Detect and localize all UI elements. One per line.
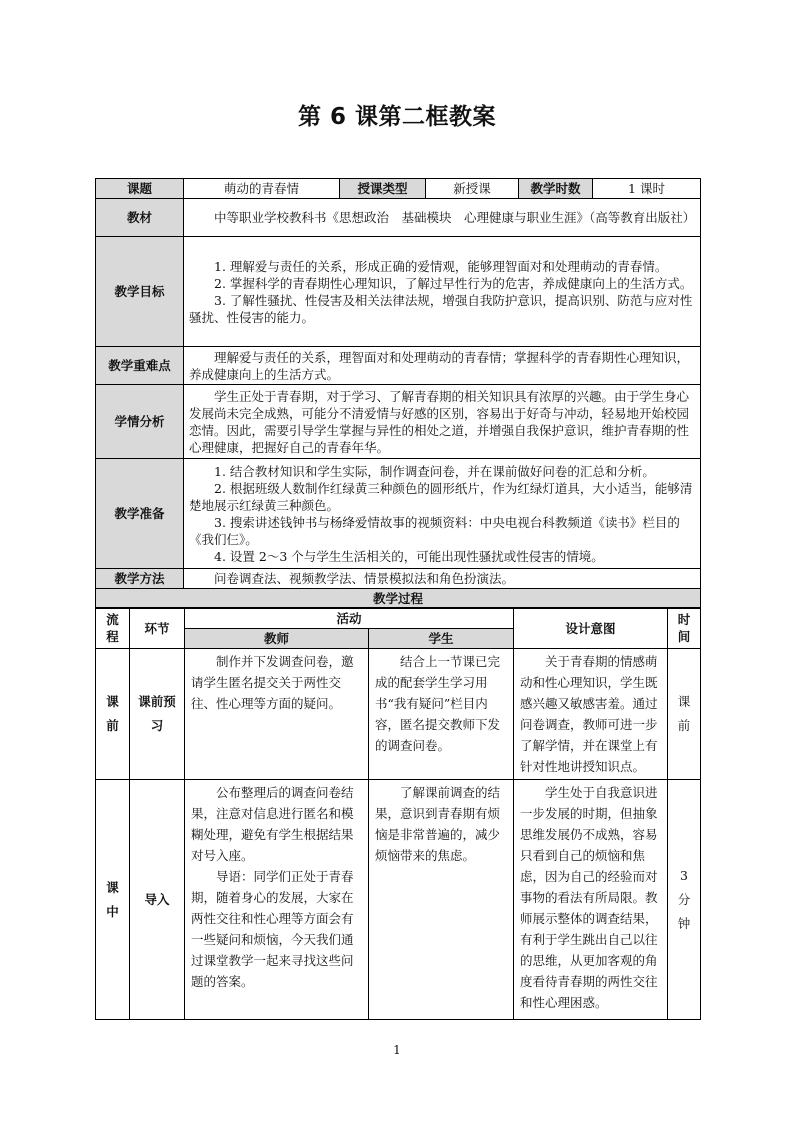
teacher-activity-text: 制作并下发调查问卷，邀请学生匿名提交关于两性交往、性心理等方面的疑问。 [191, 654, 354, 711]
header-step: 环节 [130, 608, 185, 649]
teacher-activity-text: 公布整理后的调查问卷结果，注意对信息进行匿名和模糊处理，避免有学生根据结果对号入座。 [191, 785, 354, 863]
key-points-cell [184, 347, 701, 385]
document-title: 第 6 课第二框教案 [297, 104, 497, 130]
header-teacher: 教师 [185, 629, 369, 649]
goal-item: 1. 理解爱与责任的关系，形成正确的爱情观，能够理智面对和处理萌动的青春情。 [214, 258, 668, 274]
teaching-hours-value: 1 课时 [593, 179, 701, 199]
student-activity-cell [369, 780, 514, 1020]
time-cell: 课前 [668, 649, 701, 780]
textbook-label: 教材 [96, 199, 184, 237]
topic-value: 萌动的青春情 [184, 179, 340, 199]
methods-label: 教学方法 [96, 569, 184, 589]
header-time: 时间 [668, 608, 701, 649]
flow-cell: 课前 [96, 649, 130, 780]
goals-cell [184, 237, 701, 347]
student-activity-text: 了解课前调查的结果，意识到青春期有烦恼是非常普遍的，减少烦恼带来的焦虑。 [375, 785, 501, 863]
student-activity-cell [369, 649, 514, 780]
prep-item: 1. 结合教材知识和学生实际，制作调查问卷，并在课前做好问卷的汇总和分析。 [214, 463, 655, 479]
process-row [96, 780, 701, 1020]
step-cell: 导入 [130, 780, 185, 1020]
goals-label: 教学目标 [96, 237, 184, 347]
analysis-cell [184, 385, 701, 459]
key-points-label: 教学重难点 [96, 347, 184, 385]
lesson-type-label: 授课类型 [340, 179, 426, 199]
textbook-value [184, 199, 701, 237]
step-cell: 课前预习 [130, 649, 185, 780]
flow-cell: 课中 [96, 780, 130, 1020]
process-section-label: 教学过程 [96, 589, 701, 609]
key-points-text: 理解爱与责任的关系，理智面对和处理萌动的青春情；掌握科学的青春期性心理知识，养成健康向上的生活方式。 [189, 349, 690, 382]
header-activity: 活动 [185, 608, 514, 629]
design-intent-text: 关于青春期的情感萌动和性心理知识，学生既感兴趣又敏感害羞。通过问卷调查，教师可进一步了解学情，并在课堂上有针对性地讲授知识点。 [520, 654, 658, 774]
lesson-type-value: 新授课 [426, 179, 519, 199]
header-design-intent: 设计意图 [514, 608, 668, 649]
methods-cell [184, 569, 701, 589]
goal-item: 2. 掌握科学的青春期性心理知识，了解过早性行为的危害，养成健康向上的生活方式。 [214, 275, 693, 291]
time-cell: 3 分钟 [668, 780, 701, 1020]
methods-text: 问卷调查法、视频教学法、情景模拟法和角色扮演法。 [214, 571, 515, 586]
lesson-info-table [95, 178, 701, 609]
teaching-process-table [95, 607, 701, 1020]
teacher-activity-cell [185, 780, 369, 1020]
teaching-hours-label: 教学时数 [519, 179, 593, 199]
prep-item: 2. 根据班级人数制作红绿黄三种颜色的圆形纸片，作为红绿灯道具，大小适当，能够清楚地展示红绿黄三种颜色。 [189, 480, 693, 513]
preparation-label: 教学准备 [96, 459, 184, 569]
design-intent-text: 学生处于自我意识进一步发展的时期，但抽象思维发展仍不成熟，容易只看到自己的烦恼和焦虑，因为自己的经验而对事物的看法有所局限。教师展示整体的调查结果，有利于学生跳出自己以往的思维，从更加客观的角度看待青春期的两性交往和性心理困惑。 [520, 785, 658, 1010]
goal-item: 3. 了解性骚扰、性侵害及相关法律法规，增强自我防护意识，提高识别、防范与应对性骚扰、性侵害的能力。 [189, 292, 693, 325]
header-student: 学生 [369, 629, 514, 649]
process-row [96, 649, 701, 780]
page-number: 1 [393, 1043, 401, 1057]
prep-item: 3. 搜索讲述钱钟书与杨绛爱情故事的视频资料：中央电视台科教频道《读书》栏目的《我们仨》。 [189, 514, 680, 547]
topic-label: 课题 [96, 179, 184, 199]
analysis-text: 学生正处于青春期，对于学习、了解青春期的相关知识具有浓厚的兴趣。由于学生身心发展尚未完全成熟，可能分不清爱情与好感的区别，容易出于好奇与冲动，轻易地开始校园恋情。因此，需要引导学生掌握与异性的相处之道，并增强自我保护意识，维护青春期的性心理健康，把握好自己的青春年华。 [189, 388, 690, 455]
prep-item: 4. 设置 2～3 个与学生生活相关的，可能出现性骚扰或性侵害的情境。 [214, 548, 604, 564]
header-flow: 流程 [96, 608, 130, 649]
design-intent-cell [514, 649, 668, 780]
teacher-activity-cell [185, 649, 369, 780]
analysis-label: 学情分析 [96, 385, 184, 459]
design-intent-cell [514, 780, 668, 1020]
student-activity-text: 结合上一节课已完成的配套学生学习用书“我有疑问”栏目内容，匿名提交教师下发的调查问卷。 [375, 654, 501, 753]
preparation-cell [184, 459, 701, 569]
textbook-text: 中等职业学校教科书《思想政治 基础模块 心理健康与职业生涯》（高等教育出版社） [214, 210, 696, 225]
teacher-activity-text: 导语：同学们正处于青春期，随着身心的发展，大家在两性交往和性心理等方面会有一些疑问和烦恼，今天我们通过课堂教学一起来寻找这些问题的答案。 [191, 869, 354, 989]
